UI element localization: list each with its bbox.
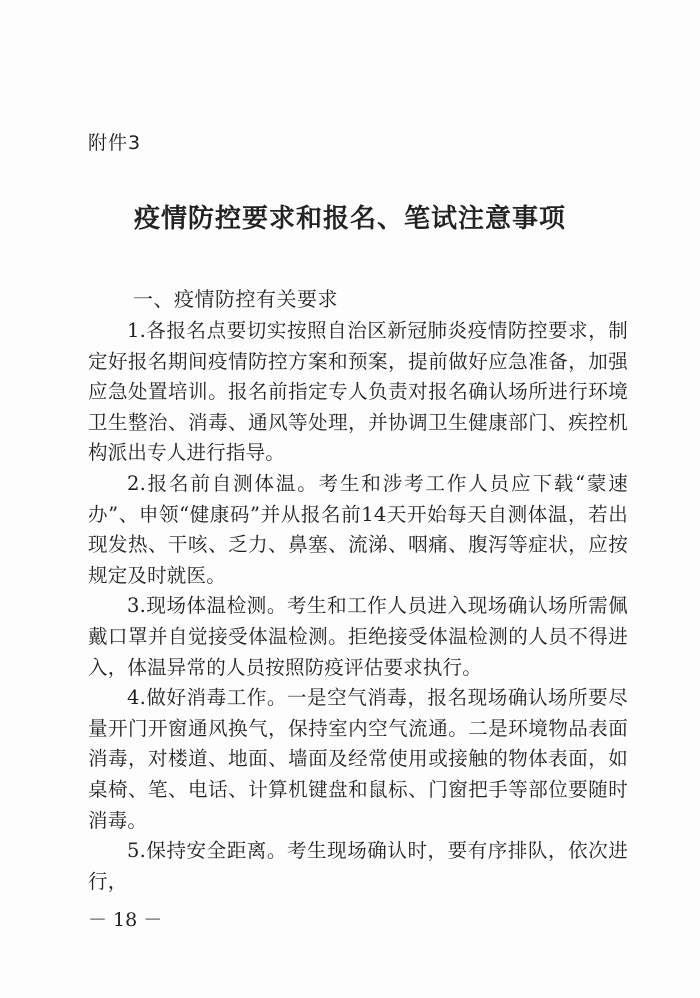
document-title: 疫情防控要求和报名、笔试注意事项 <box>133 204 566 234</box>
page-number: － 18 － <box>88 909 163 931</box>
section-heading: 一、疫情防控有关要求 <box>133 287 338 311</box>
document-body <box>88 316 628 897</box>
paragraph: 3.现场体温检测。考生和工作人员进入现场确认场所需佩戴口罩并自觉接受体温检测。拒绝接受体温检测的人员不得进入，体温异常的人员按照防疫评估要求执行。 <box>88 594 628 679</box>
paragraph: 1.各报名点要切实按照自治区新冠肺炎疫情防控要求，制定好报名期间疫情防控方案和预案，提前做好应急准备，加强应急处置培训。报名前指定专人负责对报名确认场所进行环境卫生整治、消毒、通风等处理，并协调卫生健康部门、疾控机构派出专人进行指导。 <box>88 319 628 465</box>
paragraph: 2.报名前自测体温。考生和涉考工作人员应下载“蒙速办”、申领“健康码”并从报名前14天开始每天自测体温，若出现发热、干咳、乏力、鼻塞、流涕、咽痛、腹泻等症状，应按规定及时就医。 <box>88 471 628 587</box>
paragraph: 4.做好消毒工作。一是空气消毒，报名现场确认场所要尽量开门开窗通风换气，保持室内空气流通。二是环境物品表面消毒，对楼道、地面、墙面及经常使用或接触的物体表面，如桌椅、笔、电话、计算机键盘和鼠标、门窗把手等部位要随时消毒。 <box>88 686 628 832</box>
paragraph: 5.保持安全距离。考生现场确认时，要有序排队，依次进行， <box>88 839 628 893</box>
attachment-label: 附件3 <box>88 132 142 154</box>
